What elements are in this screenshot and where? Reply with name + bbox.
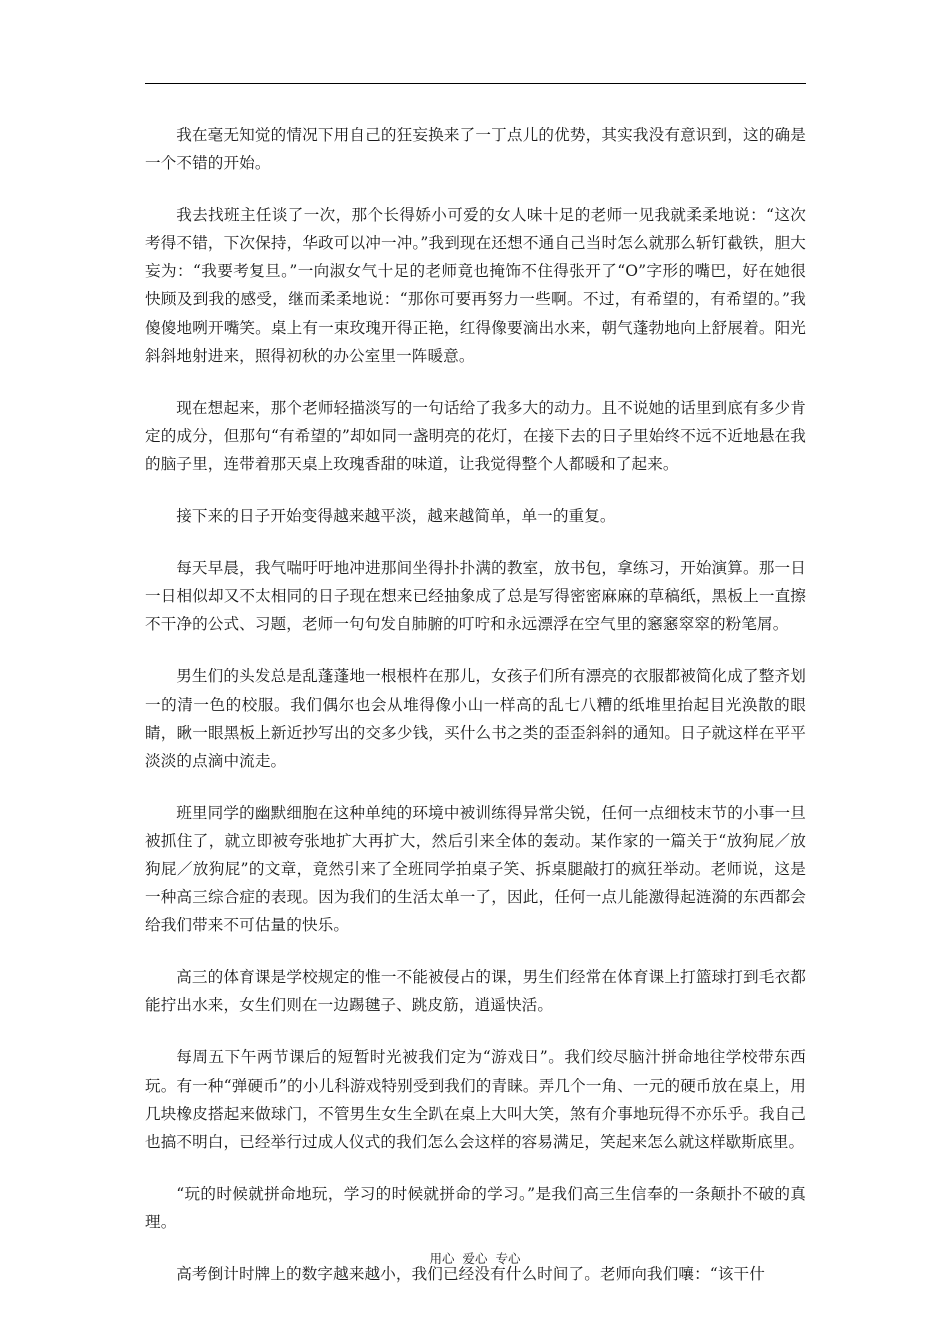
paragraph-6: 男生们的头发总是乱蓬蓬地一根根杵在那儿，女孩子们所有漂亮的衣服都被简化成了整齐划一的清一色的校服。我们偶尔也会从堆得像小山一样高的乱七八糟的纸堆里抬起目光涣散的眼睛，瞅一眼黑板上新近抄写出的交多少钱，买什么书之类的歪歪斜斜的通知。日子就这样在平平淡淡的点滴中流走。: [145, 667, 806, 770]
header-rule: [145, 83, 806, 84]
paragraph-9: 每周五下午两节课后的短暂时光被我们定为“游戏日”。我们绞尽脑汁拼命地往学校带东西玩。有一种“弹硬币”的小儿科游戏特别受到我们的青睐。弄几个一角、一元的硬币放在桌上，用几块橡皮搭起来做球门，不管男生女生全趴在桌上大叫大笑，煞有介事地玩得不亦乐乎。我自己也搞不明白，已经举行过成人仪式的我们怎么会这样的容易满足，笑起来怎么就这样歇斯底里。: [145, 1048, 806, 1151]
paragraph-3: 现在想起来，那个老师轻描淡写的一句话给了我多大的动力。且不说她的话里到底有多少肯定的成分，但那句“有希望的”却如同一盏明亮的花灯，在接下去的日子里始终不远不近地悬在我的脑子里，连带着那天桌上玫瑰香甜的味道，让我觉得整个人都暖和了起来。: [145, 398, 806, 473]
paragraph-7: 班里同学的幽默细胞在这种单纯的环境中被训练得异常尖锐，任何一点细枝末节的小事一旦被抓住了，就立即被夸张地扩大再扩大，然后引来全体的轰动。某作家的一篇关于“放狗屁／放狗屁／放狗屁”的文章，竟然引来了全班同学拍桌子笑、拆桌腿敲打的疯狂举动。老师说，这是一种高三综合症的表现。因为我们的生活太单一了，因此，任何一点儿能激得起涟漪的东西都会给我们带来不可估量的快乐。: [145, 803, 806, 935]
article-body: [145, 121, 806, 1312]
paragraph-1: 我在毫无知觉的情况下用自己的狂妄换来了一丁点儿的优势，其实我没有意识到，这的确是一个不错的开始。: [145, 126, 806, 173]
paragraph-4: 接下来的日子开始变得越来越平淡，越来越简单，单一的重复。: [176, 507, 616, 526]
page-footer: 用心 爱心 专心: [429, 1251, 521, 1266]
paragraph-11: 高考倒计时牌上的数字越来越小，我们已经没有什么时间了。老师向我们嚷：“该干什: [176, 1265, 765, 1283]
paragraph-8: 高三的体育课是学校规定的惟一不能被侵占的课，男生们经常在体育课上打篮球打到毛衣都能拧出水来，女生们则在一边踢毽子、跳皮筋，逍遥快活。: [145, 968, 806, 1015]
paragraph-10: “玩的时候就拼命地玩，学习的时候就拼命的学习。”是我们高三生信奉的一条颠扑不破的真理。: [145, 1184, 806, 1231]
paragraph-5: 每天早晨，我气喘吁吁地冲进那间坐得扑扑满的教室，放书包，拿练习，开始演算。那一日一日相似却又不太相同的日子现在想来已经抽象成了总是写得密密麻麻的草稿纸，黑板上一直擦不干净的公式、习题，老师一句句发自肺腑的叮咛和永远漂浮在空气里的窸窸窣窣的粉笔屑。: [145, 559, 806, 634]
paragraph-2: 我去找班主任谈了一次，那个长得娇小可爱的女人味十足的老师一见我就柔柔地说：“这次考得不错，下次保持，华政可以冲一冲。”我到现在还想不通自己当时怎么就那么斩钉截铁，胆大妄为：“我要考复旦。”一向淑女气十足的老师竟也掩饰不住得张开了“O”字形的嘴巴，好在她很快顾及到我的感受，继而柔柔地说：“那你可要再努力一些啊。不过，有希望的，有希望的。”我傻傻地咧开嘴笑。桌上有一束玫瑰开得正艳，红得像要滴出水来，朝气蓬勃地向上舒展着。阳光斜斜地射进来，照得初秋的办公室里一阵暖意。: [145, 206, 806, 365]
